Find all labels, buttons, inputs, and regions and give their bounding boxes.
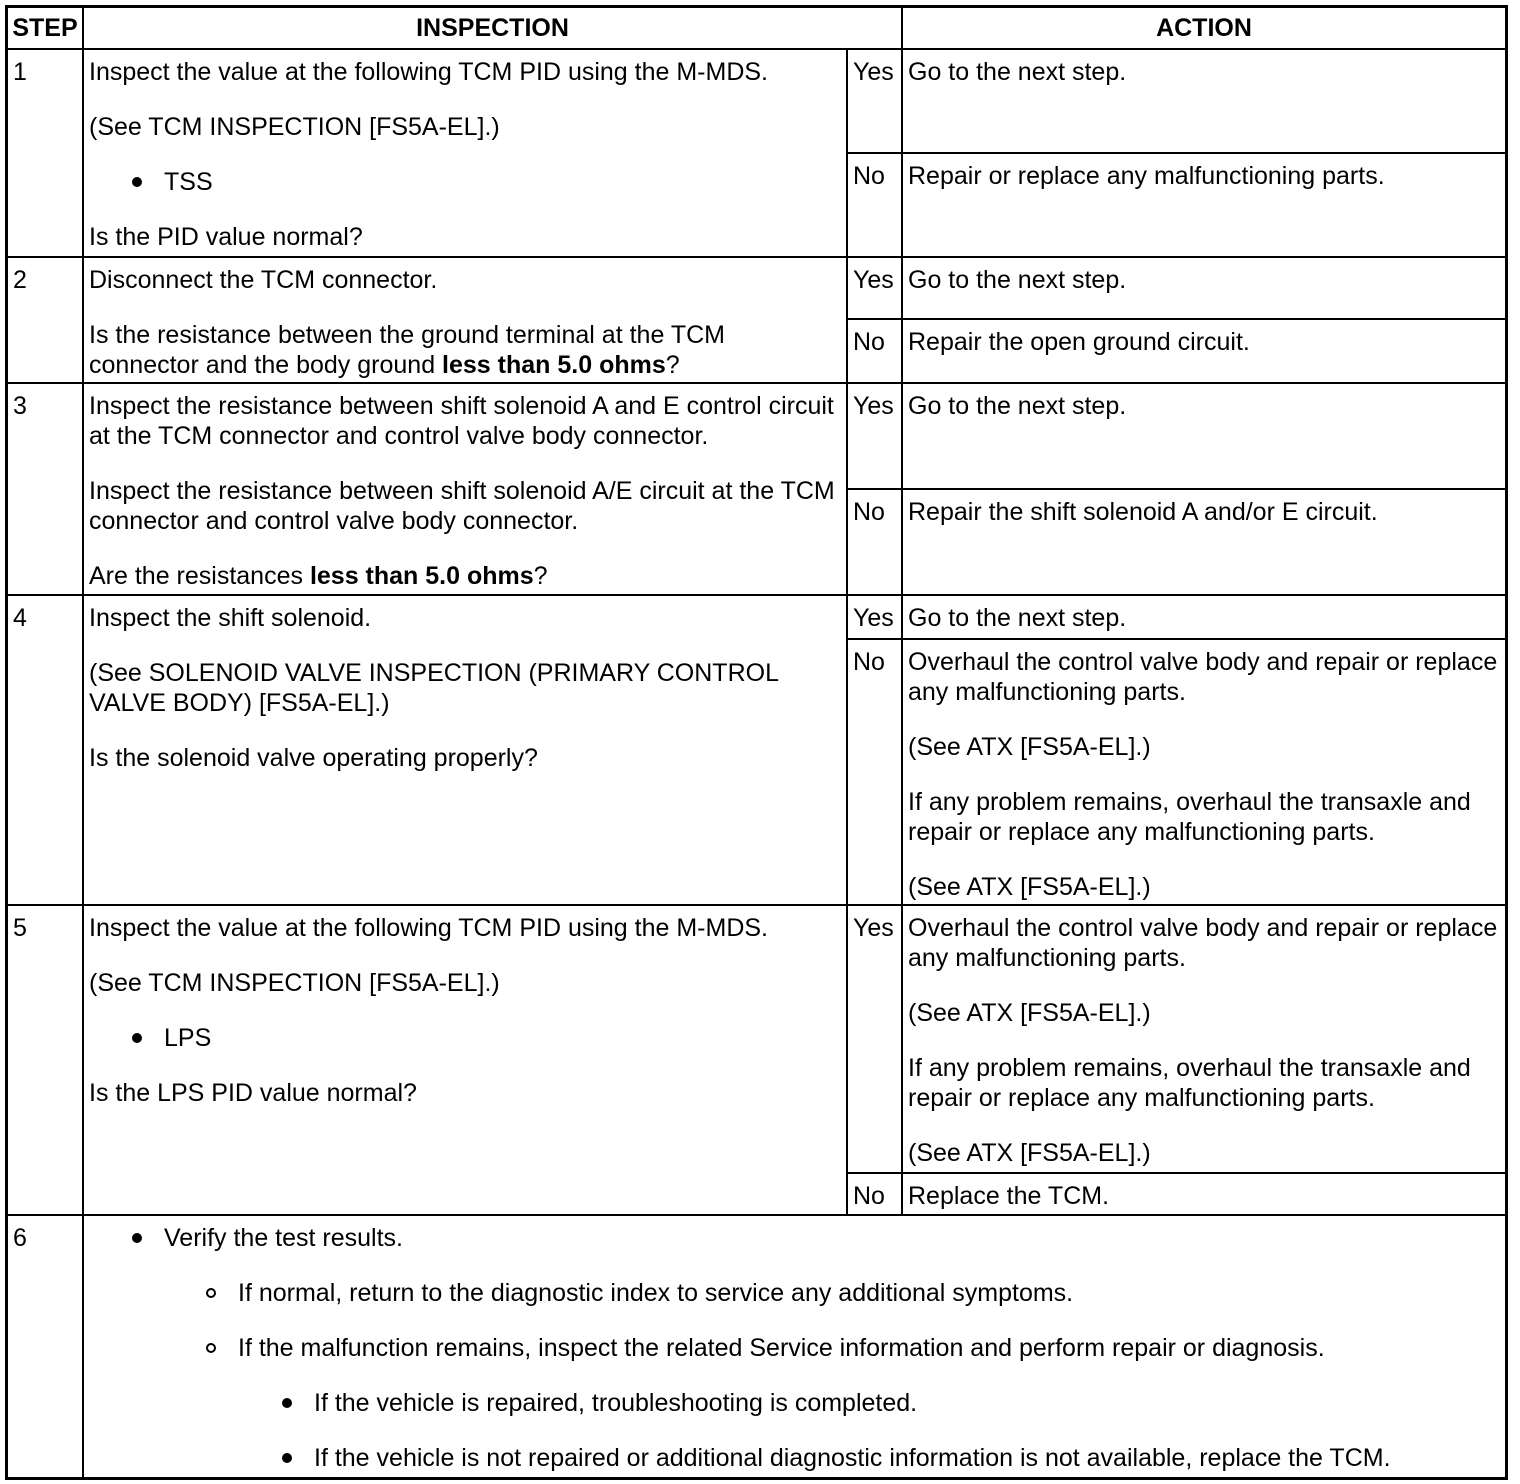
- action-line: repair or replace any malfunctioning parts.: [908, 818, 1375, 846]
- action-text: Repair the open ground circuit.: [908, 328, 1250, 356]
- yes-action-cell: [902, 49, 1506, 153]
- action-text: Go to the next step.: [908, 58, 1127, 86]
- action-text: Repair or replace any malfunctioning parts.: [908, 162, 1385, 190]
- bullet-text: If the vehicle is repaired, troubleshooting is completed.: [314, 1389, 918, 1417]
- yes-action-cell: [902, 595, 1506, 639]
- reference-line: (See SOLENOID VALVE INSPECTION (PRIMARY CONTROL: [89, 659, 779, 687]
- question-threshold: less than 5.0 ohms: [442, 351, 666, 379]
- instruction-line: Inspect the resistance between shift solenoid A and E control circuit: [89, 392, 834, 420]
- action-text: [908, 787, 1500, 847]
- inspection-question: [89, 561, 841, 591]
- inspection-instruction: [89, 391, 841, 451]
- no-label: No: [847, 489, 902, 595]
- reference-note: [89, 658, 841, 718]
- bullet-text: Verify the test results.: [164, 1224, 403, 1252]
- bullet-text: TSS: [164, 168, 213, 196]
- no-action-cell: [902, 153, 1506, 257]
- instruction-line: Inspect the resistance between shift solenoid A/E circuit at the TCM: [89, 477, 835, 505]
- yes-label: Yes: [847, 905, 902, 1173]
- inspection-cell: [83, 383, 847, 595]
- question-text: connector and the body ground: [89, 351, 443, 379]
- bullet-icon: [132, 1033, 142, 1043]
- inspection-instruction: [89, 476, 841, 536]
- action-line: Overhaul the control valve body and repair or replace: [908, 648, 1498, 676]
- inspection-cell: [83, 905, 847, 1215]
- bullet-text: LPS: [164, 1024, 212, 1052]
- action-text: [908, 1053, 1500, 1113]
- inspection-instruction: Disconnect the TCM connector.: [89, 266, 438, 294]
- yes-action-cell: [902, 383, 1506, 489]
- sub-sub-bullet-item: [89, 1443, 1500, 1473]
- action-text: Repair the shift solenoid A and/or E circuit.: [908, 498, 1378, 526]
- action-text: [908, 647, 1500, 707]
- bullet-item: [89, 1023, 841, 1053]
- question-mark: ?: [665, 351, 680, 379]
- question-text: Are the resistances: [89, 562, 310, 590]
- bullet-text: If normal, return to the diagnostic index to service any additional symptoms.: [238, 1279, 1074, 1307]
- instruction-line: at the TCM connector and control valve body connector.: [89, 422, 709, 450]
- yes-action-cell: [902, 905, 1506, 1173]
- question-mark: ?: [533, 562, 548, 590]
- bullet-icon: [282, 1453, 292, 1463]
- action-line: any malfunctioning parts.: [908, 678, 1186, 706]
- bullet-icon: [282, 1398, 292, 1408]
- hollow-bullet-icon: [206, 1343, 216, 1353]
- hollow-bullet-icon: [206, 1288, 216, 1298]
- inspection-question: [89, 320, 841, 380]
- bullet-item: [89, 167, 841, 197]
- reference-note: (See TCM INSPECTION [FS5A-EL].): [89, 969, 500, 997]
- bullet-icon: [132, 1233, 142, 1243]
- action-text: Go to the next step.: [908, 604, 1127, 632]
- reference-line: VALVE BODY) [FS5A-EL].): [89, 689, 390, 717]
- action-text: [908, 913, 1500, 973]
- reference-note: (See ATX [FS5A-EL].): [908, 733, 1151, 761]
- instruction-line: connector and control valve body connector.: [89, 507, 579, 535]
- no-action-cell: [902, 489, 1506, 595]
- bullet-item: [89, 1223, 1500, 1253]
- bullet-text: If the vehicle is not repaired or additional diagnostic information is not available, replace the TCM.: [314, 1444, 1391, 1472]
- action-line: If any problem remains, overhaul the transaxle and: [908, 788, 1471, 816]
- action-text: Replace the TCM.: [908, 1182, 1110, 1210]
- bullet-icon: [132, 177, 142, 187]
- step-number: 6: [7, 1215, 83, 1478]
- sub-sub-bullet-item: [89, 1388, 1500, 1418]
- step-column-header: STEP: [7, 7, 83, 49]
- inspection-cell: [83, 595, 847, 905]
- inspection-instruction: Inspect the shift solenoid.: [89, 604, 372, 632]
- inspection-cell: [83, 49, 847, 257]
- yes-label: Yes: [847, 257, 902, 319]
- inspection-column-header: INSPECTION: [83, 7, 902, 49]
- inspection-question: Is the solenoid valve operating properly?: [89, 744, 538, 772]
- verification-cell: [83, 1215, 1506, 1478]
- inspection-question: Is the LPS PID value normal?: [89, 1079, 417, 1107]
- action-column-header: ACTION: [902, 7, 1506, 49]
- inspection-instruction: Inspect the value at the following TCM PID using the M-MDS.: [89, 914, 769, 942]
- yes-action-cell: [902, 257, 1506, 319]
- reference-note: (See ATX [FS5A-EL].): [908, 1139, 1151, 1167]
- sub-bullet-item: [89, 1278, 1500, 1308]
- inspection-cell: [83, 257, 847, 383]
- reference-note: (See ATX [FS5A-EL].): [908, 873, 1151, 901]
- step-number: 4: [7, 595, 83, 905]
- bullet-text: If the malfunction remains, inspect the related Service information and perform repair or diagnosis.: [238, 1334, 1325, 1362]
- no-label: No: [847, 639, 902, 905]
- no-label: No: [847, 319, 902, 383]
- question-threshold: less than 5.0 ohms: [309, 562, 534, 590]
- action-line: If any problem remains, overhaul the transaxle and: [908, 1054, 1471, 1082]
- no-label: No: [847, 153, 902, 257]
- step-number: 5: [7, 905, 83, 1215]
- yes-label: Yes: [847, 595, 902, 639]
- no-label: No: [847, 1173, 902, 1215]
- inspection-question: Is the PID value normal?: [89, 223, 363, 251]
- step-number: 1: [7, 49, 83, 257]
- no-action-cell: [902, 639, 1506, 905]
- reference-note: (See ATX [FS5A-EL].): [908, 999, 1151, 1027]
- action-line: any malfunctioning parts.: [908, 944, 1186, 972]
- question-line: Is the resistance between the ground terminal at the TCM: [89, 321, 725, 349]
- action-text: Go to the next step.: [908, 266, 1127, 294]
- no-action-cell: [902, 319, 1506, 383]
- yes-label: Yes: [847, 49, 902, 153]
- reference-note: (See TCM INSPECTION [FS5A-EL].): [89, 113, 500, 141]
- step-number: 3: [7, 383, 83, 595]
- inspection-instruction: Inspect the value at the following TCM PID using the M-MDS.: [89, 58, 769, 86]
- sub-bullet-item: [89, 1333, 1500, 1363]
- question-line: [89, 350, 841, 380]
- no-action-cell: [902, 1173, 1506, 1215]
- action-line: Overhaul the control valve body and repair or replace: [908, 914, 1498, 942]
- action-text: Go to the next step.: [908, 392, 1127, 420]
- step-number: 2: [7, 257, 83, 383]
- action-line: repair or replace any malfunctioning parts.: [908, 1084, 1375, 1112]
- yes-label: Yes: [847, 383, 902, 489]
